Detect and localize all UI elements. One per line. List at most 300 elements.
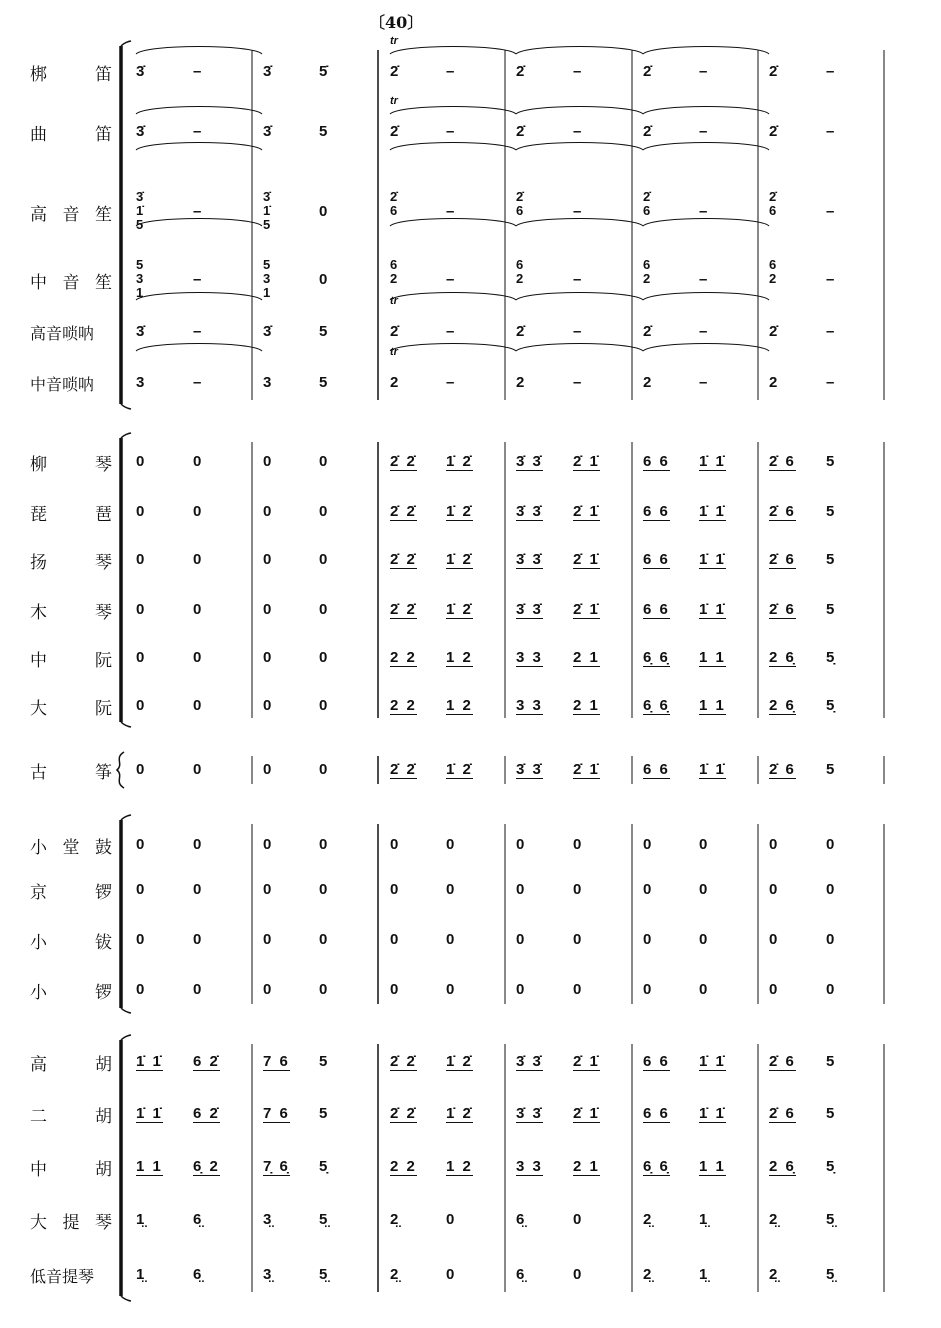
- note-cell: 6 2̇: [193, 1105, 220, 1122]
- note-cell: 5̣: [826, 649, 835, 666]
- bracket: [516, 293, 643, 301]
- note-cell: –: [826, 63, 835, 80]
- note-cell: 2̇: [643, 323, 652, 340]
- note-cell: 2̇: [390, 63, 399, 80]
- note-cell: –: [573, 374, 582, 391]
- note-cell: 0: [319, 931, 328, 948]
- note-cell: 2: [516, 374, 525, 391]
- note-cell: 6 2: [769, 257, 777, 286]
- note-cell: 2 6̣: [769, 697, 796, 714]
- note-cell: 2̇: [769, 63, 778, 80]
- note-cell: 5: [319, 123, 328, 140]
- note-cell: 6 6: [643, 761, 670, 778]
- note-cell: 0: [263, 601, 272, 618]
- note-cell: –: [193, 63, 202, 80]
- instrument-label: 低音提琴: [30, 1266, 95, 1286]
- note-cell: 2̇: [769, 323, 778, 340]
- note-cell: 0: [136, 761, 145, 778]
- note-cell: 6 6: [643, 453, 670, 470]
- note-cell: 0: [263, 697, 272, 714]
- note-cell: 1 1: [136, 1158, 163, 1175]
- note-cell: 0: [573, 1266, 582, 1283]
- instrument-label: 曲 笛: [30, 124, 112, 145]
- note-cell: 0: [516, 981, 525, 998]
- note-cell: 2̇ 6: [390, 189, 398, 218]
- note-cell: 5̤: [319, 1266, 328, 1283]
- note-cell: 1 2: [446, 697, 473, 714]
- note-cell: 0: [263, 981, 272, 998]
- note-cell: 0: [826, 836, 835, 853]
- note-cell: 0: [643, 981, 652, 998]
- note-cell: 0: [136, 931, 145, 948]
- note-cell: 0: [263, 551, 272, 568]
- note-cell: 3̇: [136, 63, 145, 80]
- note-cell: 2̇ 2̇: [390, 453, 417, 470]
- note-cell: 0: [446, 836, 455, 853]
- note-cell: 0: [319, 203, 328, 220]
- note-cell: 1 1: [699, 1158, 726, 1175]
- note-cell: 0: [319, 601, 328, 618]
- bracket: [121, 815, 131, 820]
- rehearsal-mark: 〔40〕: [369, 13, 424, 32]
- note-cell: 2̇: [643, 63, 652, 80]
- note-cell: –: [826, 323, 835, 340]
- note-cell: 0: [390, 881, 399, 898]
- bracket: [390, 344, 516, 352]
- note-cell: 0: [319, 271, 328, 288]
- note-cell: 0: [643, 836, 652, 853]
- bracket: [643, 47, 769, 55]
- note-cell: 6̣ 6̣: [643, 697, 670, 714]
- note-cell: –: [826, 374, 835, 391]
- note-cell: 0: [136, 981, 145, 998]
- instrument-label: 小 堂 鼓: [30, 837, 112, 858]
- note-cell: 2̇ 6: [769, 503, 796, 520]
- bracket: [516, 47, 643, 55]
- bracket: [390, 107, 516, 115]
- note-cell: 6 6: [643, 1105, 670, 1122]
- instrument-label: 中 阮: [30, 650, 112, 671]
- note-cell: 2̇ 1̇: [573, 551, 600, 568]
- note-cell: 0: [573, 931, 582, 948]
- note-cell: 6̣ 2: [193, 1158, 220, 1175]
- note-cell: –: [446, 374, 455, 391]
- note-cell: 0: [263, 836, 272, 853]
- note-cell: 5: [826, 1053, 835, 1070]
- instrument-label: 中 胡: [30, 1159, 112, 1180]
- note-cell: 2̇: [390, 123, 399, 140]
- bracket: [390, 143, 516, 151]
- instrument-label: 小 钹: [30, 932, 112, 953]
- note-cell: 1̇ 2̇: [446, 1105, 473, 1122]
- note-cell: 0: [193, 551, 202, 568]
- note-cell: 2̇ 2̇: [390, 761, 417, 778]
- note-cell: 3̇ 3̇: [516, 503, 543, 520]
- note-cell: 0: [643, 881, 652, 898]
- bracket: [121, 1035, 131, 1040]
- note-cell: 2̇ 1̇: [573, 453, 600, 470]
- note-cell: 2 2: [390, 649, 417, 666]
- note-cell: 1̇ 1̇: [136, 1053, 163, 1070]
- note-cell: 0: [769, 881, 778, 898]
- note-cell: 0: [319, 649, 328, 666]
- note-cell: 5̣: [319, 1158, 328, 1175]
- note-cell: 0: [769, 931, 778, 948]
- note-cell: 6̤: [193, 1266, 202, 1283]
- note-cell: 1 2: [446, 649, 473, 666]
- note-cell: 0: [263, 881, 272, 898]
- instrument-label: 高 音 笙: [30, 204, 112, 225]
- note-cell: 0: [193, 649, 202, 666]
- note-cell: 0: [263, 503, 272, 520]
- bracket: [121, 404, 131, 409]
- note-cell: 5̤: [826, 1266, 835, 1283]
- note-cell: 6̤: [193, 1211, 202, 1228]
- note-cell: –: [193, 203, 202, 220]
- note-cell: 3̇: [136, 123, 145, 140]
- bracket: [136, 344, 262, 352]
- note-cell: 0: [516, 931, 525, 948]
- note-cell: 3̇ 3̇: [516, 453, 543, 470]
- note-cell: 3: [263, 374, 272, 391]
- note-cell: 0: [319, 761, 328, 778]
- bracket: [121, 722, 131, 727]
- note-cell: 2̤: [390, 1266, 399, 1283]
- note-cell: 1 1: [699, 697, 726, 714]
- note-cell: 0: [263, 649, 272, 666]
- note-cell: 0: [193, 836, 202, 853]
- note-cell: 3̇ 3̇: [516, 1105, 543, 1122]
- note-cell: 1̤: [699, 1211, 708, 1228]
- note-cell: –: [446, 323, 455, 340]
- bracket: [121, 1008, 131, 1013]
- note-cell: 2 1: [573, 649, 600, 666]
- note-cell: 1̤: [699, 1266, 708, 1283]
- note-cell: 0: [446, 1266, 455, 1283]
- note-cell: 1̇ 2̇: [446, 503, 473, 520]
- note-cell: 1̇ 2̇: [446, 761, 473, 778]
- note-cell: 5̣: [826, 1158, 835, 1175]
- note-cell: 1̇ 1̇: [699, 601, 726, 618]
- bracket: [121, 1296, 131, 1301]
- note-cell: 1̇ 1̇: [699, 1053, 726, 1070]
- note-cell: 6̣ 6̣: [643, 1158, 670, 1175]
- note-cell: –: [446, 271, 455, 288]
- bracket: [136, 293, 262, 301]
- note-cell: –: [699, 123, 708, 140]
- note-cell: 5: [826, 761, 835, 778]
- note-cell: 6 6: [643, 551, 670, 568]
- instrument-label: 琵 琶: [30, 504, 112, 525]
- note-cell: 0: [136, 697, 145, 714]
- note-cell: 0: [319, 697, 328, 714]
- bracket: [390, 47, 516, 55]
- note-cell: 1 2: [446, 1158, 473, 1175]
- note-cell: 3 3: [516, 697, 543, 714]
- bracket: [643, 107, 769, 115]
- instrument-label: 高 胡: [30, 1054, 112, 1075]
- instrument-label: 中音唢呐: [30, 374, 95, 394]
- note-cell: 0: [136, 551, 145, 568]
- note-cell: 0: [699, 931, 708, 948]
- note-cell: 2̇ 2̇: [390, 1053, 417, 1070]
- note-cell: 0: [446, 931, 455, 948]
- note-cell: 0: [826, 981, 835, 998]
- note-cell: 1̇ 1̇: [699, 503, 726, 520]
- bracket: [643, 293, 769, 301]
- note-cell: 2̇: [390, 323, 399, 340]
- note-cell: 2̇ 6: [769, 453, 796, 470]
- note-cell: 0: [319, 551, 328, 568]
- note-cell: –: [826, 123, 835, 140]
- note-cell: 5: [826, 453, 835, 470]
- note-cell: 0: [390, 981, 399, 998]
- note-cell: 6̤: [516, 1266, 525, 1283]
- note-cell: –: [826, 271, 835, 288]
- bracket: [643, 344, 769, 352]
- note-cell: 0: [826, 881, 835, 898]
- note-cell: –: [699, 63, 708, 80]
- note-cell: 0: [699, 881, 708, 898]
- note-cell: –: [573, 123, 582, 140]
- note-cell: 2: [643, 374, 652, 391]
- note-cell: 2 2: [390, 1158, 417, 1175]
- note-cell: 0: [573, 1211, 582, 1228]
- bracket: [136, 107, 262, 115]
- note-cell: 1 1: [699, 649, 726, 666]
- note-cell: –: [193, 374, 202, 391]
- note-cell: 5: [319, 374, 328, 391]
- note-cell: 0: [193, 761, 202, 778]
- bracket: [117, 752, 124, 788]
- note-cell: 1̤: [136, 1211, 145, 1228]
- note-cell: –: [573, 63, 582, 80]
- note-cell: 2̇ 1̇: [573, 1053, 600, 1070]
- note-cell: 6 6: [643, 503, 670, 520]
- note-cell: 2̇ 6: [643, 189, 651, 218]
- note-cell: 0: [263, 931, 272, 948]
- trill-mark: tr: [390, 35, 398, 47]
- note-cell: 2̇ 1̇: [573, 1105, 600, 1122]
- note-cell: 1̤: [136, 1266, 145, 1283]
- note-cell: 5 3 1: [263, 257, 271, 300]
- note-cell: –: [193, 271, 202, 288]
- instrument-label: 大 阮: [30, 698, 112, 719]
- note-cell: 0: [446, 881, 455, 898]
- note-cell: 0: [193, 881, 202, 898]
- trill-mark: tr: [390, 346, 398, 358]
- note-cell: –: [699, 271, 708, 288]
- note-cell: 0: [319, 836, 328, 853]
- note-cell: 0: [193, 503, 202, 520]
- instrument-label: 中 音 笙: [30, 272, 112, 293]
- note-cell: 7 6: [263, 1053, 290, 1070]
- note-cell: 3̇ 3̇: [516, 1053, 543, 1070]
- bracket: [121, 433, 131, 438]
- bracket: [643, 143, 769, 151]
- note-cell: 1̇ 2̇: [446, 551, 473, 568]
- instrument-label: 二 胡: [30, 1106, 112, 1127]
- note-cell: 2̇ 6: [769, 1053, 796, 1070]
- instrument-label: 大 提 琴: [30, 1212, 112, 1233]
- note-cell: 1̇ 1̇: [699, 761, 726, 778]
- note-cell: 0: [136, 453, 145, 470]
- instrument-label: 小 锣: [30, 982, 112, 1003]
- note-cell: –: [573, 271, 582, 288]
- note-cell: 5: [319, 1105, 328, 1122]
- note-cell: 0: [319, 503, 328, 520]
- note-cell: 0: [769, 836, 778, 853]
- note-cell: 0: [319, 981, 328, 998]
- note-cell: 0: [643, 931, 652, 948]
- note-cell: 2: [390, 374, 399, 391]
- note-cell: 2̇ 6: [516, 189, 524, 218]
- note-cell: 2 2: [390, 697, 417, 714]
- note-cell: 5: [826, 551, 835, 568]
- note-cell: –: [826, 203, 835, 220]
- note-cell: 2 6̣: [769, 1158, 796, 1175]
- note-cell: 0: [573, 881, 582, 898]
- note-cell: 3 3: [516, 649, 543, 666]
- trill-mark: tr: [390, 295, 398, 307]
- note-cell: 2̇: [516, 323, 525, 340]
- note-cell: 0: [319, 453, 328, 470]
- note-cell: 2̤: [643, 1266, 652, 1283]
- note-cell: 5: [826, 503, 835, 520]
- note-cell: 6̣ 6̣: [643, 649, 670, 666]
- bracket: [516, 107, 643, 115]
- note-cell: 0: [263, 453, 272, 470]
- instrument-label: 古 筝: [30, 762, 112, 783]
- note-cell: 0: [136, 503, 145, 520]
- trill-mark: tr: [390, 95, 398, 107]
- note-cell: 2̇ 1̇: [573, 761, 600, 778]
- bracket: [516, 344, 643, 352]
- bracket: [136, 47, 262, 55]
- note-cell: 2 1: [573, 1158, 600, 1175]
- note-cell: 3̇: [263, 63, 272, 80]
- note-cell: 0: [263, 761, 272, 778]
- note-cell: 3̤: [263, 1266, 272, 1283]
- note-cell: 0: [446, 1211, 455, 1228]
- note-cell: 3 3: [516, 1158, 543, 1175]
- instrument-label: 木 琴: [30, 602, 112, 623]
- note-cell: 2̇: [769, 123, 778, 140]
- note-cell: 2̇ 6: [769, 761, 796, 778]
- note-cell: 3̇: [263, 323, 272, 340]
- note-cell: 1̇ 2̇: [446, 453, 473, 470]
- note-cell: 3̇ 3̇: [516, 601, 543, 618]
- note-cell: –: [699, 203, 708, 220]
- note-cell: 0: [516, 836, 525, 853]
- note-cell: 0: [699, 836, 708, 853]
- note-cell: 6 6: [643, 1053, 670, 1070]
- note-cell: 0: [193, 697, 202, 714]
- bracket: [516, 143, 643, 151]
- note-cell: 3̤: [263, 1211, 272, 1228]
- note-cell: 2̤: [769, 1266, 778, 1283]
- instrument-label: 柳 琴: [30, 454, 112, 475]
- note-cell: 0: [136, 649, 145, 666]
- bracket: [390, 293, 516, 301]
- instrument-label: 梆 笛: [30, 64, 112, 85]
- note-cell: 3̇: [263, 123, 272, 140]
- note-cell: –: [699, 374, 708, 391]
- note-cell: 6 2: [390, 257, 398, 286]
- note-cell: 0: [193, 453, 202, 470]
- note-cell: 2̤: [643, 1211, 652, 1228]
- note-cell: –: [699, 323, 708, 340]
- note-cell: 1̇ 2̇: [446, 601, 473, 618]
- note-cell: 2̇ 2̇: [390, 551, 417, 568]
- note-cell: 0: [699, 981, 708, 998]
- instrument-label: 京 锣: [30, 882, 112, 903]
- note-cell: –: [446, 203, 455, 220]
- note-cell: 0: [193, 981, 202, 998]
- note-cell: 3̇: [136, 323, 145, 340]
- bracket: [121, 41, 131, 46]
- note-cell: –: [193, 123, 202, 140]
- note-cell: 6 6: [643, 601, 670, 618]
- note-cell: 1̇ 1̇: [136, 1105, 163, 1122]
- note-cell: 3̇ 1̇ 5: [136, 189, 144, 232]
- note-cell: 7 6: [263, 1105, 290, 1122]
- note-cell: 7̣ 6̣: [263, 1158, 290, 1175]
- note-cell: 3̇ 3̇: [516, 551, 543, 568]
- note-cell: 5̤: [826, 1211, 835, 1228]
- note-cell: 5: [826, 1105, 835, 1122]
- note-cell: 0: [826, 931, 835, 948]
- note-cell: 0: [769, 981, 778, 998]
- note-cell: 2̇ 2̇: [390, 503, 417, 520]
- note-cell: 5 3 1: [136, 257, 144, 300]
- note-cell: 0: [390, 931, 399, 948]
- note-cell: 6 2: [643, 257, 651, 286]
- note-cell: 3: [136, 374, 145, 391]
- note-cell: –: [193, 323, 202, 340]
- instrument-label: 扬 琴: [30, 552, 112, 573]
- note-cell: 5̇: [319, 63, 328, 80]
- note-cell: 5: [319, 323, 328, 340]
- note-cell: 0: [516, 881, 525, 898]
- note-cell: 3̇ 3̇: [516, 761, 543, 778]
- note-cell: 5: [826, 601, 835, 618]
- note-cell: 3̇ 1̇ 5: [263, 189, 271, 232]
- note-cell: 2̇ 6: [769, 601, 796, 618]
- note-cell: 2̤: [390, 1211, 399, 1228]
- note-cell: 0: [446, 981, 455, 998]
- note-cell: 2: [769, 374, 778, 391]
- note-cell: 0: [193, 931, 202, 948]
- note-cell: 2̇: [643, 123, 652, 140]
- note-cell: 2̇: [516, 123, 525, 140]
- note-cell: 0: [573, 981, 582, 998]
- bracket: [136, 143, 262, 151]
- note-cell: –: [446, 123, 455, 140]
- note-cell: 2̇ 6: [769, 551, 796, 568]
- note-cell: –: [573, 203, 582, 220]
- note-cell: 0: [390, 836, 399, 853]
- note-cell: 2̇ 2̇: [390, 601, 417, 618]
- note-cell: 0: [573, 836, 582, 853]
- note-cell: 6 2: [516, 257, 524, 286]
- note-cell: 0: [136, 881, 145, 898]
- note-cell: 0: [193, 601, 202, 618]
- note-cell: 0: [136, 836, 145, 853]
- note-cell: 2̇ 6: [769, 189, 777, 218]
- note-cell: –: [446, 63, 455, 80]
- note-cell: 5̤: [319, 1211, 328, 1228]
